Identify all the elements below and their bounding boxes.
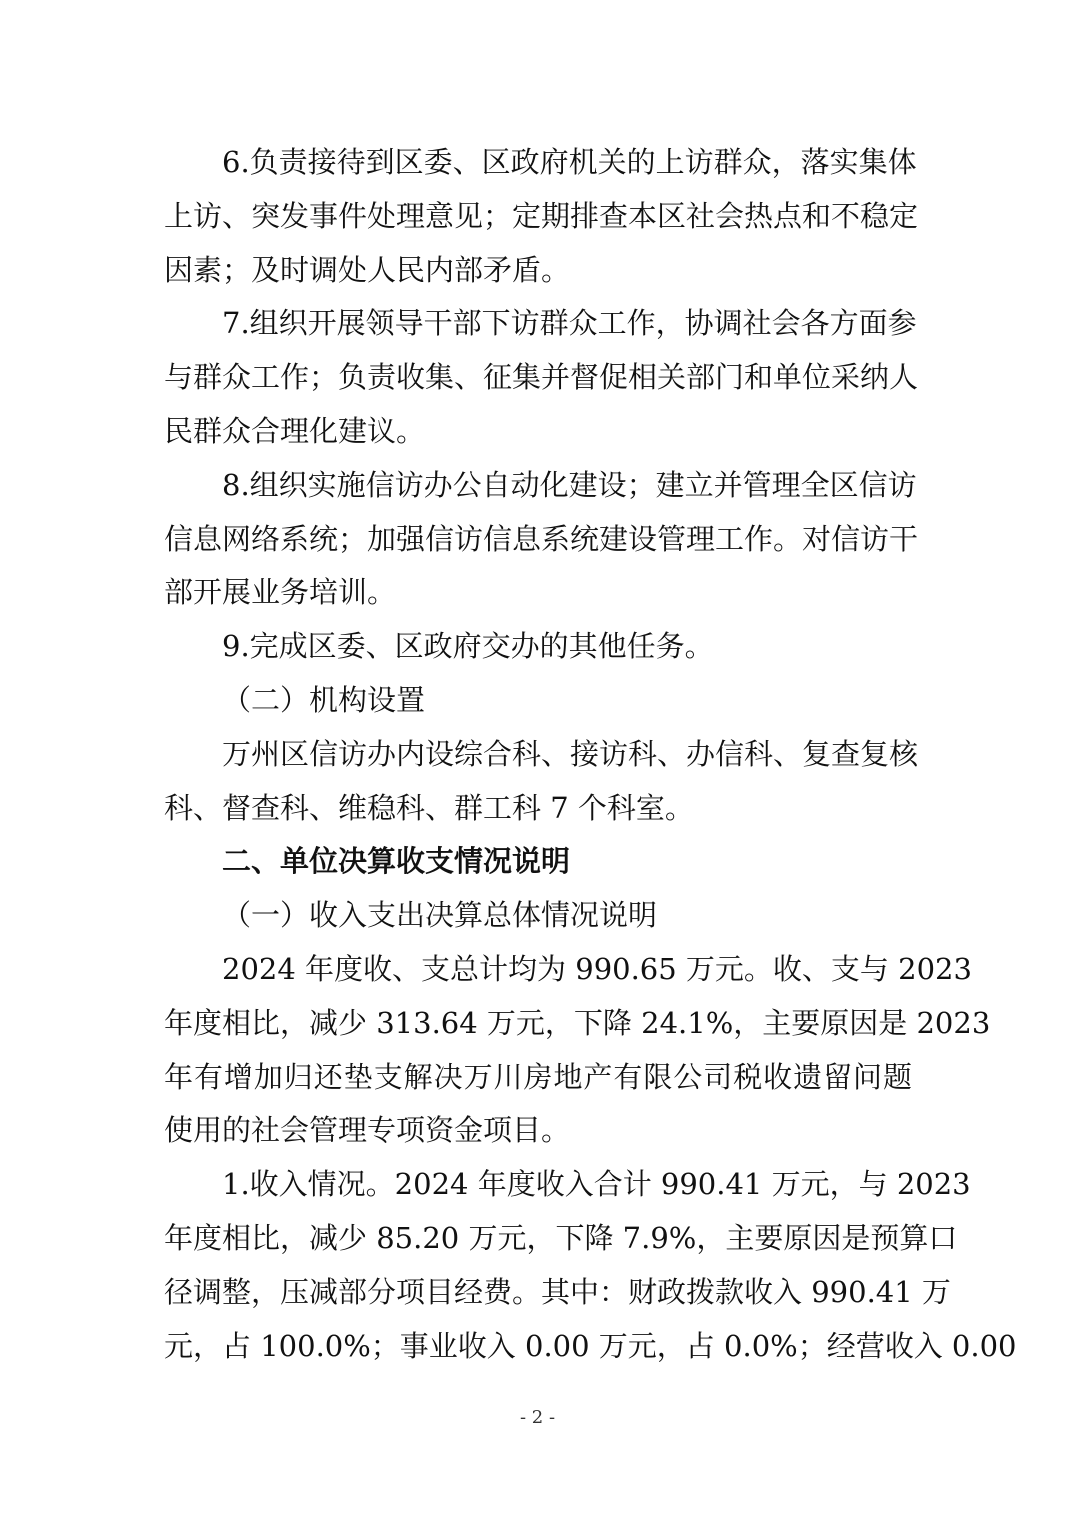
text-line: 9.完成区委、区政府交办的其他任务。 bbox=[222, 629, 714, 664]
text-line: 民群众合理化建议。 bbox=[164, 413, 426, 448]
text-line: 因素；及时调处人民内部矛盾。 bbox=[164, 252, 571, 287]
text-line: 与群众工作；负责收集、征集并督促相关部门和单位采纳人 bbox=[164, 360, 919, 395]
text-line: 8.组织实施信访办公自动化建设；建立并管理全区信访 bbox=[222, 467, 917, 502]
text-line: 6.负责接待到区委、区政府机关的上访群众，落实集体 bbox=[222, 145, 917, 179]
text-line: 年度相比，减少 85.20 万元，下降 7.9%，主要原因是预算口 bbox=[164, 1220, 958, 1255]
document-body bbox=[164, 136, 1017, 1373]
text-line: 信息网络系统；加强信访信息系统建设管理工作。对信访干 bbox=[164, 521, 919, 556]
text-line: 万州区信访办内设综合科、接访科、办信科、复查复核 bbox=[222, 736, 919, 771]
text-line: （一）收入支出决算总体情况说明 bbox=[222, 898, 658, 933]
text-line: 年度相比，减少 313.64 万元，下降 24.1%，主要原因是 2023 bbox=[164, 1005, 991, 1040]
page-number: - 2 - bbox=[519, 1407, 556, 1428]
section-heading-line: 二、单位决算收支情况说明 bbox=[222, 844, 571, 879]
text-line: 部开展业务培训。 bbox=[164, 575, 397, 610]
text-line: 年有增加归还垫支解决万川房地产有限公司税收遗留问题 bbox=[164, 1059, 912, 1094]
text-line: 上访、突发事件处理意见；定期排查本区社会热点和不稳定 bbox=[164, 198, 919, 233]
text-line: 使用的社会管理专项资金项目。 bbox=[164, 1113, 571, 1148]
text-line: （二）机构设置 bbox=[222, 682, 426, 717]
text-line: 7.组织开展领导干部下访群众工作，协调社会各方面参 bbox=[222, 306, 917, 341]
text-line: 2024 年度收、支总计均为 990.65 万元。收、支与 2023 bbox=[222, 951, 972, 986]
text-line: 科、督查科、维稳科、群工科 7 个科室。 bbox=[164, 790, 694, 825]
text-line: 元，占 100.0%；事业收入 0.00 万元，占 0.0%；经营收入 0.00 bbox=[164, 1328, 1017, 1363]
text-line: 1.收入情况。2024 年度收入合计 990.41 万元，与 2023 bbox=[222, 1167, 971, 1202]
text-line: 径调整，压减部分项目经费。其中：财政拨款收入 990.41 万 bbox=[164, 1274, 951, 1309]
